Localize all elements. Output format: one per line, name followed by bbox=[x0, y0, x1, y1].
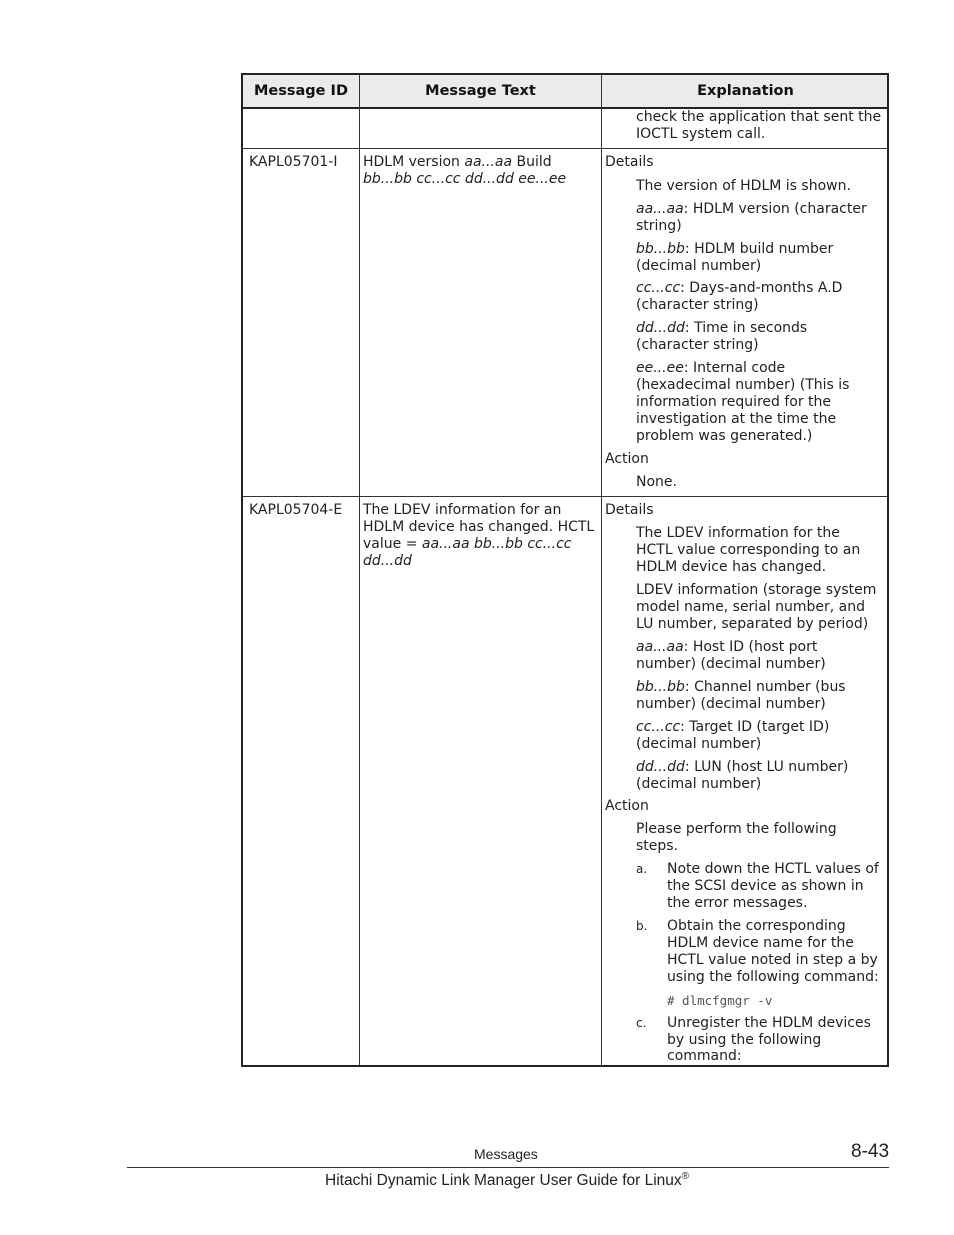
explanation-text: model name, serial number, and bbox=[636, 599, 865, 615]
message-variable: dd...dd bbox=[363, 553, 412, 569]
variable-desc bbox=[636, 320, 807, 337]
action-text: Please perform the following bbox=[636, 821, 837, 837]
variable-name: aa...aa bbox=[636, 201, 684, 217]
variable-text: : Channel number (bus bbox=[684, 679, 846, 695]
command-code: # dlmcfgmgr -v bbox=[667, 993, 773, 1008]
explanation-text: The version of HDLM is shown. bbox=[636, 178, 851, 194]
step-text: HCTL value noted in step a by bbox=[667, 952, 878, 968]
variable-desc: investigation at the time the bbox=[636, 411, 837, 427]
variable-text: : LUN (host LU number) bbox=[684, 759, 849, 775]
variable-desc: information required for the bbox=[636, 394, 832, 410]
details-label: Details bbox=[605, 502, 654, 518]
variable-text: : Days-and-months A.D bbox=[680, 280, 843, 296]
variable-name: ee...ee bbox=[636, 360, 684, 376]
action-label: Action bbox=[605, 451, 649, 467]
variable-text: : HDLM build number bbox=[684, 241, 834, 257]
page-number: 8-43 bbox=[851, 1141, 890, 1162]
variable-name: dd...dd bbox=[636, 320, 685, 336]
row-divider bbox=[243, 496, 887, 497]
explanation-text: HDLM device has changed. bbox=[636, 559, 827, 575]
footer-section: Messages bbox=[474, 1146, 538, 1162]
footer-book-title bbox=[325, 1171, 689, 1190]
step-label: c. bbox=[636, 1016, 647, 1030]
variable-desc bbox=[636, 360, 785, 377]
message-text bbox=[363, 553, 412, 570]
variable-name: bb...bb bbox=[636, 241, 685, 257]
action-text: None. bbox=[636, 474, 677, 490]
header-message-id: Message ID bbox=[253, 83, 348, 99]
variable-desc bbox=[636, 201, 867, 218]
column-divider bbox=[601, 75, 602, 1065]
details-label: Details bbox=[605, 154, 654, 170]
explanation-text: IOCTL system call. bbox=[636, 126, 766, 142]
step-label: a. bbox=[636, 862, 648, 876]
variable-text: : Internal code bbox=[683, 360, 786, 376]
variable-desc: number) (decimal number) bbox=[636, 656, 826, 672]
message-text-part: value = bbox=[363, 536, 422, 552]
step-text: by using the following bbox=[667, 1032, 822, 1048]
variable-desc: (decimal number) bbox=[636, 776, 762, 792]
message-variable: bb...bb cc...cc dd...dd ee...ee bbox=[363, 171, 567, 187]
variable-desc: string) bbox=[636, 218, 682, 234]
message-variable: aa...aa bbox=[464, 154, 513, 170]
variable-desc bbox=[636, 241, 833, 258]
step-text: Unregister the HDLM devices bbox=[667, 1015, 871, 1031]
action-label: Action bbox=[605, 798, 649, 814]
message-text-part: Build bbox=[512, 154, 552, 170]
message-table bbox=[241, 73, 889, 1067]
variable-desc: (decimal number) bbox=[636, 258, 762, 274]
message-text: HDLM device has changed. HCTL bbox=[363, 519, 595, 535]
variable-name: cc...cc bbox=[636, 280, 681, 296]
message-text bbox=[363, 536, 571, 553]
message-variable: aa...aa bb...bb cc...cc bbox=[421, 536, 572, 552]
variable-desc: (character string) bbox=[636, 297, 759, 313]
explanation-text: The LDEV information for the bbox=[636, 525, 840, 541]
header-message-text: Message Text bbox=[425, 83, 536, 99]
step-text: command: bbox=[667, 1048, 742, 1064]
step-text: Obtain the corresponding bbox=[667, 918, 846, 934]
variable-desc: (hexadecimal number) (This is bbox=[636, 377, 850, 393]
step-text: the error messages. bbox=[667, 895, 808, 911]
explanation-text: LU number, separated by period) bbox=[636, 616, 869, 632]
header-explanation: Explanation bbox=[697, 83, 794, 99]
variable-text: : Time in seconds bbox=[684, 320, 808, 336]
step-text: HDLM device name for the bbox=[667, 935, 854, 951]
variable-desc bbox=[636, 280, 842, 297]
step-text: using the following command: bbox=[667, 969, 879, 985]
variable-name: cc...cc bbox=[636, 719, 681, 735]
variable-desc: (character string) bbox=[636, 337, 759, 353]
variable-desc bbox=[636, 639, 817, 656]
footer-rule bbox=[127, 1167, 889, 1168]
step-text: Note down the HCTL values of bbox=[667, 861, 879, 877]
message-text bbox=[363, 154, 552, 171]
explanation-text: HCTL value corresponding to an bbox=[636, 542, 861, 558]
variable-desc bbox=[636, 719, 829, 736]
variable-text: : Host ID (host port bbox=[683, 639, 818, 655]
book-title-text: Hitachi Dynamic Link Manager User Guide for Linux bbox=[325, 1172, 682, 1190]
variable-text: : Target ID (target ID) bbox=[680, 719, 830, 735]
message-text: The LDEV information for an bbox=[363, 502, 562, 518]
variable-name: aa...aa bbox=[636, 639, 684, 655]
step-text: the SCSI device as shown in bbox=[667, 878, 864, 894]
variable-desc: number) (decimal number) bbox=[636, 696, 826, 712]
message-id: KAPL05704-E bbox=[249, 502, 343, 518]
variable-text: : HDLM version (character bbox=[683, 201, 867, 217]
explanation-text: LDEV information (storage system bbox=[636, 582, 877, 598]
column-divider bbox=[359, 75, 360, 1065]
message-id: KAPL05701-I bbox=[249, 154, 338, 170]
variable-desc: (decimal number) bbox=[636, 736, 762, 752]
message-text bbox=[363, 171, 566, 188]
row-divider bbox=[243, 148, 887, 149]
variable-desc: problem was generated.) bbox=[636, 428, 813, 444]
message-text-part: HDLM version bbox=[363, 154, 465, 170]
variable-name: bb...bb bbox=[636, 679, 685, 695]
table-header-row bbox=[243, 75, 887, 109]
variable-desc bbox=[636, 679, 846, 696]
step-label: b. bbox=[636, 919, 648, 933]
explanation-text: check the application that sent the bbox=[636, 109, 882, 125]
action-text: steps. bbox=[636, 838, 679, 854]
variable-desc bbox=[636, 759, 848, 776]
registered-mark: ® bbox=[681, 1171, 690, 1182]
variable-name: dd...dd bbox=[636, 759, 685, 775]
